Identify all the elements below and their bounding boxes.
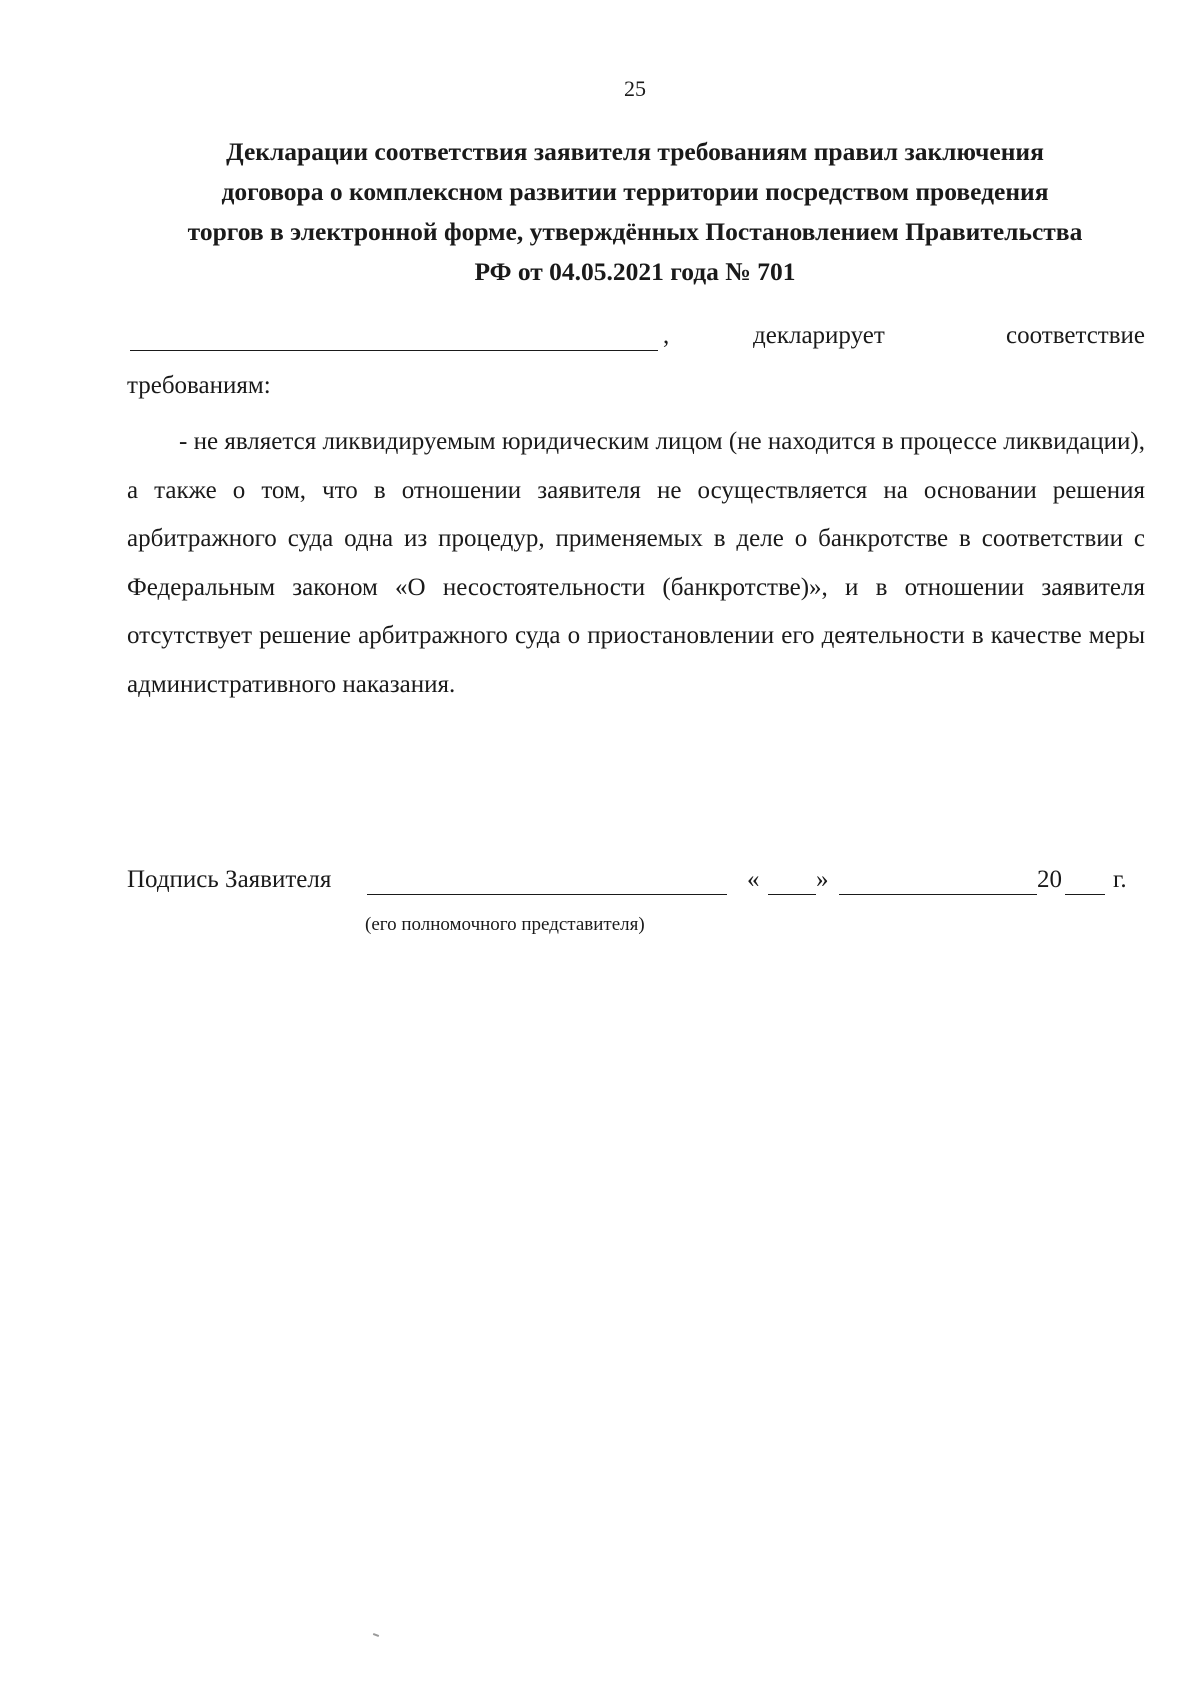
declaration-line: [130, 322, 1145, 362]
year-blank[interactable]: [1065, 894, 1105, 895]
applicant-name-blank[interactable]: [130, 350, 658, 351]
declares-text: декларирует: [753, 322, 885, 349]
date-quote-open: «: [747, 866, 760, 893]
title-line: РФ от 04.05.2021 года № 701: [474, 257, 796, 286]
comma: ,: [663, 322, 670, 349]
year-suffix: г.: [1113, 866, 1127, 893]
year-prefix: 20: [1037, 866, 1062, 893]
document-title: [130, 132, 1140, 292]
scan-artifact: [373, 1633, 379, 1637]
page-number: 25: [624, 76, 646, 101]
signature-label: Подпись Заявителя: [127, 866, 332, 893]
month-blank[interactable]: [839, 894, 1037, 895]
title-line: Декларации соответствия заявителя требованиям правил заключения: [226, 137, 1044, 166]
signature-caption: (его полномочного представителя): [365, 914, 645, 935]
date-quote-close: »: [816, 866, 829, 893]
conformity-text: соответствие: [1006, 322, 1145, 349]
title-line: договора о комплексном развитии территории посредством проведения: [221, 177, 1049, 206]
signature-blank[interactable]: [367, 894, 727, 895]
requirements-text: требованиям:: [127, 372, 271, 399]
declaration-body: - не является ликвидируемым юридическим лицом (не находится в процессе ликвидации), а также о том, что в отношении заявителя не осуществляется на основании решения арбитражного суда одна из процедур, применяемых в деле о банкротстве в соответствии с Федеральным законом «О несостоятельности (банкротстве)», и в отношении заявителя отсутствует решение арбитражного суда о приостановлении его деятельности в качестве меры административного наказания.: [127, 428, 1145, 698]
signature-row: [127, 866, 1147, 906]
title-line: торгов в электронной форме, утверждённых Постановлением Правительства: [187, 217, 1083, 246]
day-blank[interactable]: [768, 894, 816, 895]
